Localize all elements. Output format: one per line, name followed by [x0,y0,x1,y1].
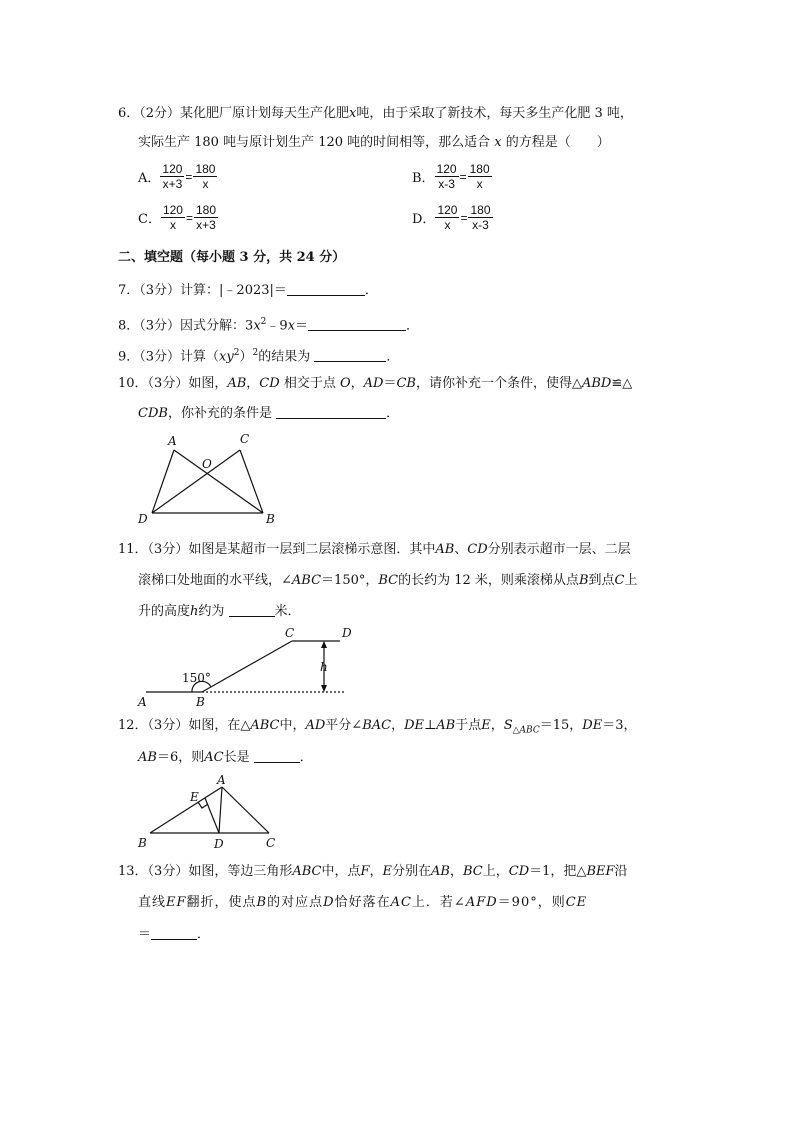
q13-comma-2: ， [450,864,464,879]
q11-text-e: 的长约为 12 米，则乘滚梯从点 [398,573,579,588]
q12-perp: ⊥ [424,718,437,733]
q11-b: B [578,573,589,588]
q13-ab: AB [431,864,450,879]
q9-var: xy [219,349,234,365]
q6-text-1: 6．（2分）某化肥厂原计划每天生产化肥 [118,106,350,121]
q9-paren: ） [239,349,253,365]
section-heading: 二、填空题（每小题 3 分，共 24 分） [118,250,346,265]
q11-ab: AB [435,542,455,557]
option-label: D． [412,212,436,227]
q13-text: 13．（3分）如图，等边三角形 [118,864,293,879]
q13-text-e: ＝1，把△ [529,864,587,879]
fraction: $\frac{180}{x}$ [195,162,216,191]
q12-abc: ABC [250,718,280,733]
q10-line1 [118,375,632,393]
q10-cb: CB [396,376,416,391]
q13-text-i: 的对应点 [267,895,324,910]
fraction: $\frac{120}{x}$ [437,203,458,232]
q7 [118,282,378,300]
q10-text-d: ，你补充的条件是 [167,406,277,421]
answer-blank[interactable] [308,317,406,331]
q8-var: x [253,318,261,334]
answer-blank[interactable] [151,926,197,940]
q13-bef: BEF [586,864,615,879]
q6-text-2: 吨，由于采取了新技术，每天多生产化肥 3 吨， [356,106,633,121]
label-a: A [168,434,177,448]
q6-var-x: x [349,106,357,121]
q10-cd: CD [259,376,280,391]
q12-text-h: ＝3， [602,718,637,733]
q12-text-e: 于点 [455,718,482,733]
q6-text-3: 实际生产 180 吨与原计划生产 120 吨的时间相等，那么适合 [138,135,491,150]
q13-line3 [138,926,210,944]
q12-ac: AC [204,750,224,765]
q12-ab-2: AB [138,750,157,765]
q12-ab: AB [436,718,456,733]
answer-blank[interactable] [314,348,386,362]
q13-d: D [323,895,335,910]
fraction: $\frac{120}{x}$ [162,203,183,232]
q13-text-k: 上．若∠ [411,895,466,910]
q11-figure [130,624,370,710]
q12-comma-2: ， [490,718,504,733]
q10-abd: ABD [581,376,612,391]
label-c: C [240,432,250,446]
q13-afd: AFD [465,895,498,910]
q11-text-g: 上 [624,573,638,588]
q12-sub: △ABC [512,725,540,736]
q10-comma: ， [246,376,260,391]
q13-f: F [360,864,370,879]
q10-ad: AD [363,376,384,391]
arrow-up [321,641,327,648]
q13-end: ． [197,927,211,942]
answer-blank[interactable] [229,603,275,617]
q13-text-f: 沿 [614,864,628,879]
q11-sep: 、 [454,542,468,557]
q13-text-j: 恰好落在 [334,895,391,910]
label-angle: 150° [182,671,211,685]
answer-blank[interactable] [287,282,365,296]
q13-text-h: 翻折，使点 [186,895,257,910]
answer-blank[interactable] [254,749,300,763]
q11-abc: ABC [291,573,322,588]
q10-text-b: 相交于点 [283,376,336,391]
label-d: D [138,512,148,526]
q13-text-d: 上， [482,864,509,879]
equals-sign: = [459,169,467,184]
q8 [118,313,419,335]
q12-text-i: ＝6，则 [156,750,205,765]
label-c: C [285,626,295,640]
q6-line1 [118,105,633,123]
q12-line2 [138,749,313,767]
arrow-down [321,685,327,692]
q12-de: DE [404,718,425,733]
q6-line2 [138,134,610,152]
q9-exp-outer: 2 [252,348,259,358]
q10-comma-2: ， [350,376,364,391]
q11-text-c: 滚梯口处地面的水平线，∠ [138,573,292,588]
q13-ac: AC [390,895,412,910]
q6-option-c[interactable] [138,203,218,232]
label-o: O [202,457,212,471]
q10-cdb: CDB [138,406,168,421]
q13-line2 [138,894,587,912]
q11-text: 11．（3分）如图是某超市一层到二层滚梯示意图．其中 [118,542,436,557]
q12-text-g: ＝15， [539,718,583,733]
q11-line2 [138,572,637,590]
q6-option-b[interactable] [412,162,492,191]
q13-e: E [382,864,393,879]
q6-option-d[interactable] [412,203,493,232]
q13-text-b: 中，点 [321,864,361,879]
q11-line3 [138,603,301,621]
q7-end: ． [364,283,378,298]
q9-end: ． [386,349,400,365]
q10-ab: AB [227,376,247,391]
q6-option-a[interactable] [138,162,217,191]
q12-s: S [503,718,513,733]
q12-de-2: DE [582,718,603,733]
label-b: B [196,695,205,709]
q10-figure [130,428,290,528]
equals-sign: = [460,210,468,225]
fraction: $\frac{180}{x}$ [469,162,490,191]
label-e: E [190,790,199,804]
option-label: B． [412,171,435,186]
q12-bac: BAC [362,718,392,733]
q13-line1 [118,863,628,881]
q11-text-i: 约为 [198,604,229,619]
q11-bc: BC [378,573,399,588]
equals-sign: = [185,210,193,225]
option-label: C． [138,212,161,227]
fraction: $\frac{180}{x+3}$ [196,203,217,232]
q11-text-h: 升的高度 [138,604,191,619]
q11-text-d: ＝150°， [321,573,379,588]
q8-var-2: x [287,318,296,334]
option-label: A． [138,171,161,186]
label-b: B [266,512,275,526]
q9-text: 9．（3分）计算（ [118,349,220,365]
fraction: $\frac{120}{x+3}$ [162,162,183,191]
q7-text: 7．（3分）计算：|﹣2023|＝ [118,283,287,298]
q13-comma: ， [369,864,383,879]
q13-cd: CD [508,864,530,879]
q10-cong: ≌△ [611,376,633,391]
q13-text-m: ＝ [138,927,152,942]
q10-text-c: ，请你补充一个条件，使得△ [415,376,582,391]
q12-text-j: 长是 [223,750,254,765]
q13-ce: CE [565,895,588,910]
label-a: A [217,773,226,787]
q9-text-c: 的结果为 [258,349,315,365]
q11-text-j: 米． [274,604,301,619]
label-c: C [266,836,276,850]
q11-line1 [118,541,631,559]
label-d: D [214,837,224,851]
fraction: $\frac{180}{x-3}$ [470,203,491,232]
label-b: B [138,836,147,850]
q8-text: 8．（3分）因式分解：3 [118,318,254,334]
q10-end: ． [386,406,400,421]
q13-abc: ABC [292,864,322,879]
q12-ad: AD [305,718,326,733]
q9-exp-inner: 2 [233,348,240,358]
label-h: h [320,660,328,674]
q10-o: O [339,376,351,391]
q12-line1 [118,717,636,740]
q8-exponent: 2 [260,317,267,327]
q13-b: B [256,895,268,910]
q12-text: 12．（3分）如图，在△ [118,718,251,733]
q13-text-l: ＝90°，则 [497,895,566,910]
q11-text-f: 到点 [588,573,615,588]
q8-text-c: ＝ [295,318,309,334]
q12-figure [130,773,290,853]
q12-comma: ， [391,718,405,733]
q13-ef: EF [166,895,187,910]
label-a: A [138,695,147,709]
q11-text-b: 分别表示超市一层、二层 [487,542,631,557]
q12-end: ． [299,750,313,765]
q6-var-x-2: x [494,135,502,150]
q6-text-4: 的方程是（ ） [505,135,610,150]
q9 [118,344,399,366]
q13-bc: BC [463,864,483,879]
q13-text-g: 直线 [138,895,167,910]
q10-eq: ＝ [383,376,397,391]
q11-cd: CD [467,542,488,557]
q8-text-b: ﹣9 [266,318,288,334]
fraction: $\frac{120}{x-3}$ [436,162,457,191]
q12-text-c: 平分∠ [325,718,363,733]
q12-e: E [481,718,491,733]
q13-text-c: 分别在 [392,864,432,879]
q12-text-b: 中， [279,718,306,733]
q10-text: 10．（3分）如图， [118,376,228,391]
equals-sign: = [185,169,193,184]
q10-line2 [138,405,399,423]
answer-blank[interactable] [276,405,386,419]
q11-h: h [190,604,199,619]
q8-end: ． [406,318,420,334]
q11-c: C [614,573,625,588]
label-d: D [342,626,352,640]
